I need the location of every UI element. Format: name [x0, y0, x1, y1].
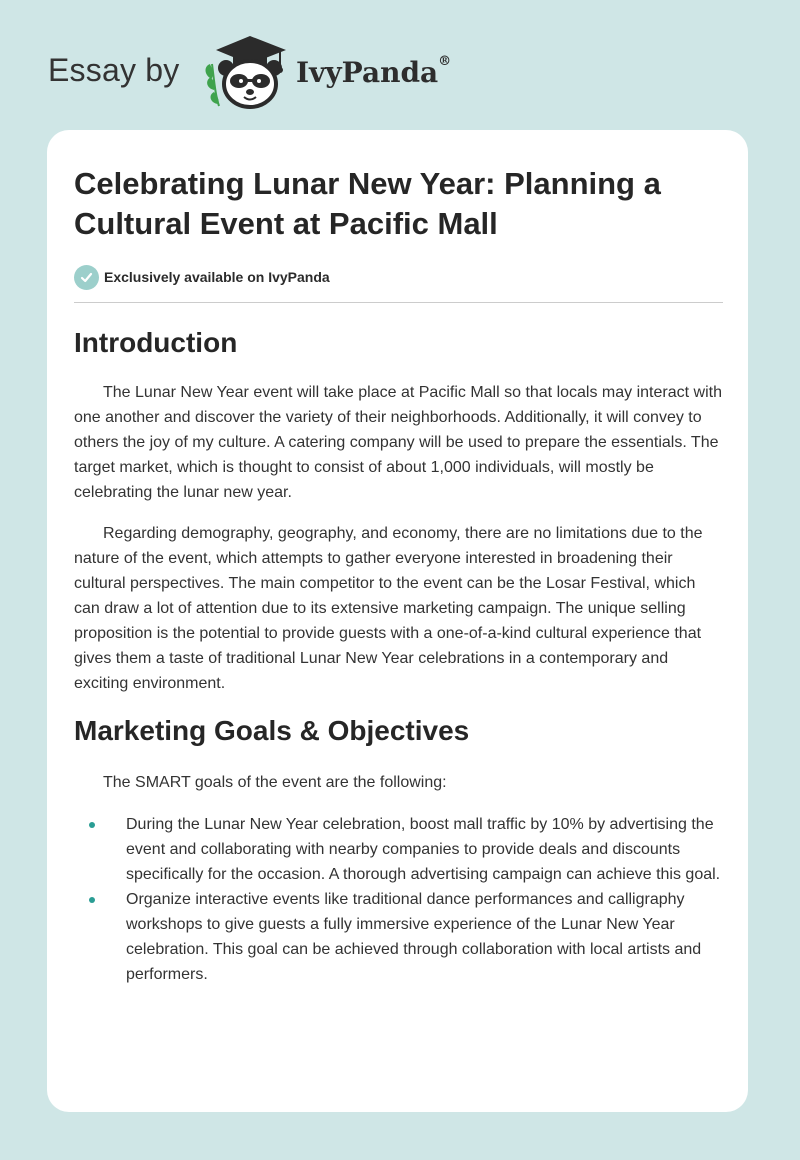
article-body: [74, 326, 724, 987]
paragraph: The Lunar New Year event will take place at Pacific Mall so that locals may interact with one another and discover the variety of their neighborhoods. Additionally, it will convey to others the joy of my culture. A catering company will be used to prepare the essentials. The target market, which is thought to consist of about 1,000 individuals, will mostly be celebrating the lunar new year.: [74, 384, 722, 501]
list-item: Organize interactive events like traditional dance performances and calligraphy workshops to give guests a fully immersive experience of the Lunar New Year celebration. This goal can be achieved through collaboration with local artists and performers.: [74, 887, 724, 987]
essay-by-label: Essay by: [48, 52, 180, 88]
registered-mark: ®: [438, 54, 452, 69]
paragraph: Regarding demography, geography, and economy, there are no limitations due to the nature of the event, which attempts to gather everyone interested in broadening their cultural perspectives. The main competitor to the event can be the Losar Festival, which can draw a lot of attention due to its extensive marketing campaign. The unique selling proposition is the potential to provide guests with a one-of-a-kind cultural experience that gives them a taste of traditional Lunar New Year celebrations in a contemporary and exciting environment.: [74, 525, 703, 692]
exclusive-badge: [74, 264, 330, 290]
brand-name: IvyPanda: [296, 56, 439, 89]
article-title: Celebrating Lunar New Year: Planning a Cultural Event at Pacific Mall: [74, 166, 661, 241]
paragraph: The SMART goals of the event are the following:: [103, 774, 447, 791]
site-header: [0, 0, 800, 130]
section-heading-marketing-goals: Marketing Goals & Objectives: [74, 715, 470, 746]
brand-logo-text[interactable]: [296, 56, 451, 89]
goals-list: [74, 812, 724, 987]
check-circle-icon: [74, 265, 99, 290]
list-item: During the Lunar New Year celebration, boost mall traffic by 10% by advertising the event and collaborating with nearby companies to provide deals and discounts specifically for the occasion. A thorough advertising campaign can achieve this goal.: [74, 812, 724, 887]
panda-graduate-icon[interactable]: [200, 34, 292, 110]
section-heading-introduction: Introduction: [74, 327, 238, 358]
article-card: [47, 130, 748, 1112]
exclusive-badge-label: Exclusively available on IvyPanda: [104, 269, 330, 285]
title-divider: [74, 302, 723, 303]
